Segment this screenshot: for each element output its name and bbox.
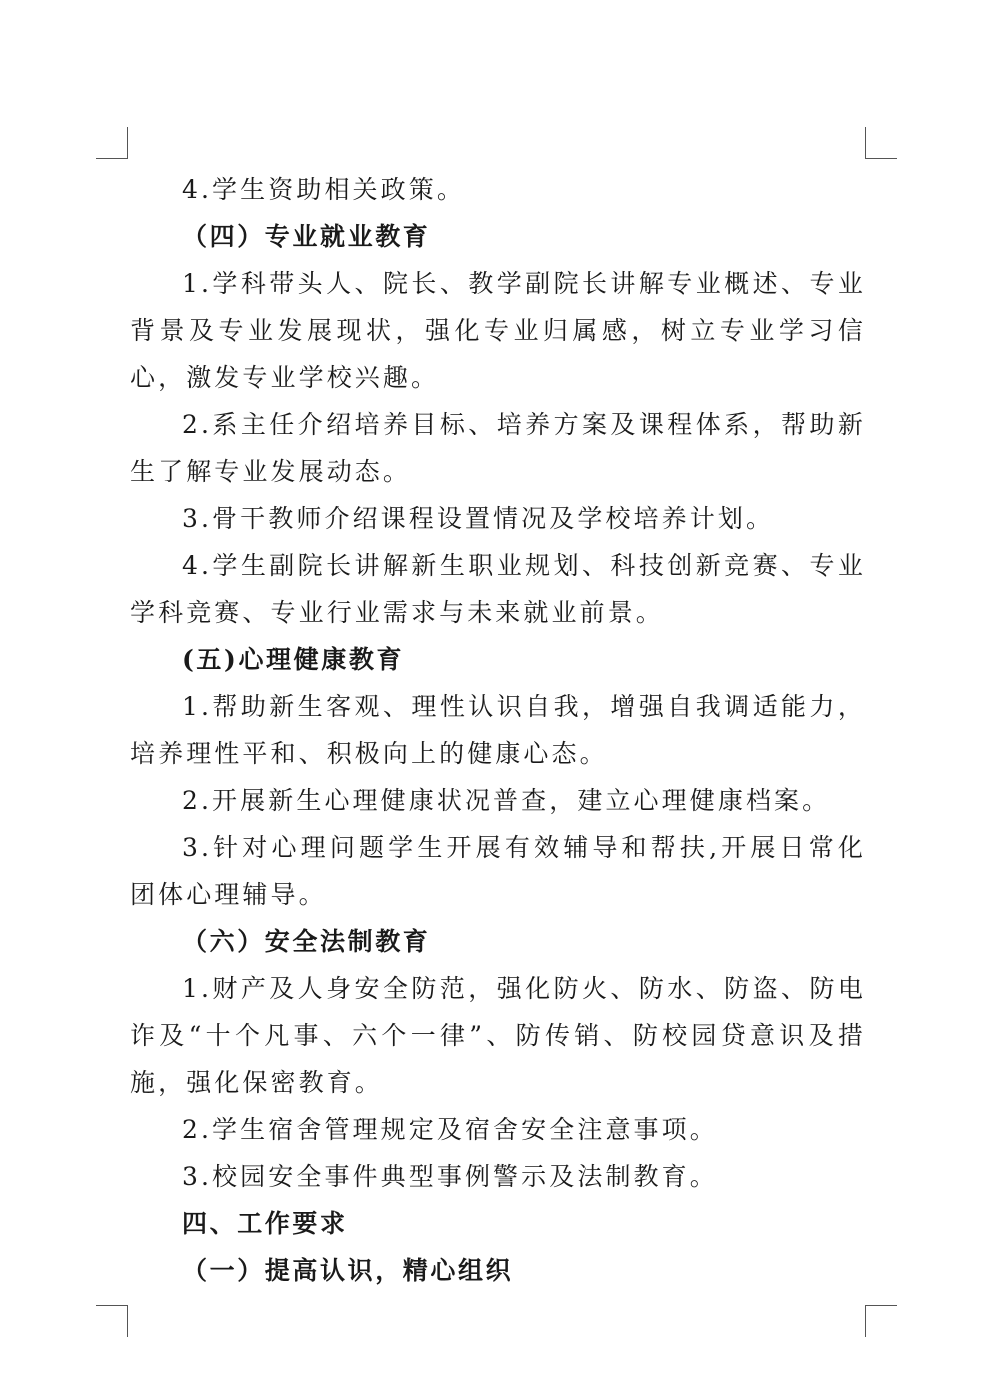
paragraph: 3.针对心理问题学生开展有效辅导和帮扶,开展日常化团体心理辅导。 [130, 833, 866, 909]
subsection-heading: （四）专业就业教育 [182, 222, 431, 251]
crop-mark-top-right-v [865, 127, 866, 159]
crop-mark-bottom-right-v [865, 1305, 866, 1337]
crop-mark-bottom-left-h [96, 1305, 128, 1306]
paragraph: 1.财产及人身安全防范，强化防火、防水、防盗、防电诈及“十个凡事、六个一律”、防传销、防校园贷意识及措施，强化保密教育。 [130, 974, 866, 1097]
subsection-heading: （一）提高认识，精心组织 [182, 1256, 514, 1285]
paragraph: 2.系主任介绍培养目标、培养方案及课程体系，帮助新生了解专业发展动态。 [130, 410, 866, 486]
document-body [130, 166, 866, 1294]
paragraph: 2.开展新生心理健康状况普查，建立心理健康档案。 [182, 786, 831, 815]
paragraph: 1.帮助新生客观、理性认识自我，增强自我调适能力，培养理性平和、积极向上的健康心态。 [130, 692, 866, 768]
crop-mark-top-left-h [96, 158, 128, 159]
crop-mark-bottom-right-h [865, 1305, 897, 1306]
paragraph: 4.学生副院长讲解新生职业规划、科技创新竞赛、专业学科竞赛、专业行业需求与未来就业前景。 [130, 551, 866, 627]
subsection-heading: （六）安全法制教育 [182, 927, 431, 956]
paragraph: 1.学科带头人、院长、教学副院长讲解专业概述、专业背景及专业发展现状，强化专业归属感，树立专业学习信心，激发专业学校兴趣。 [130, 269, 866, 392]
crop-mark-top-left-v [127, 127, 128, 159]
paragraph: 4.学生资助相关政策。 [182, 175, 465, 204]
subsection-heading: (五)心理健康教育 [182, 645, 405, 674]
crop-mark-top-right-h [865, 158, 897, 159]
paragraph: 2.学生宿舍管理规定及宿舍安全注意事项。 [182, 1115, 718, 1144]
paragraph: 3.骨干教师介绍课程设置情况及学校培养计划。 [182, 504, 775, 533]
paragraph: 3.校园安全事件典型事例警示及法制教育。 [182, 1162, 718, 1191]
section-heading: 四、工作要求 [182, 1209, 348, 1238]
crop-mark-bottom-left-v [127, 1305, 128, 1337]
